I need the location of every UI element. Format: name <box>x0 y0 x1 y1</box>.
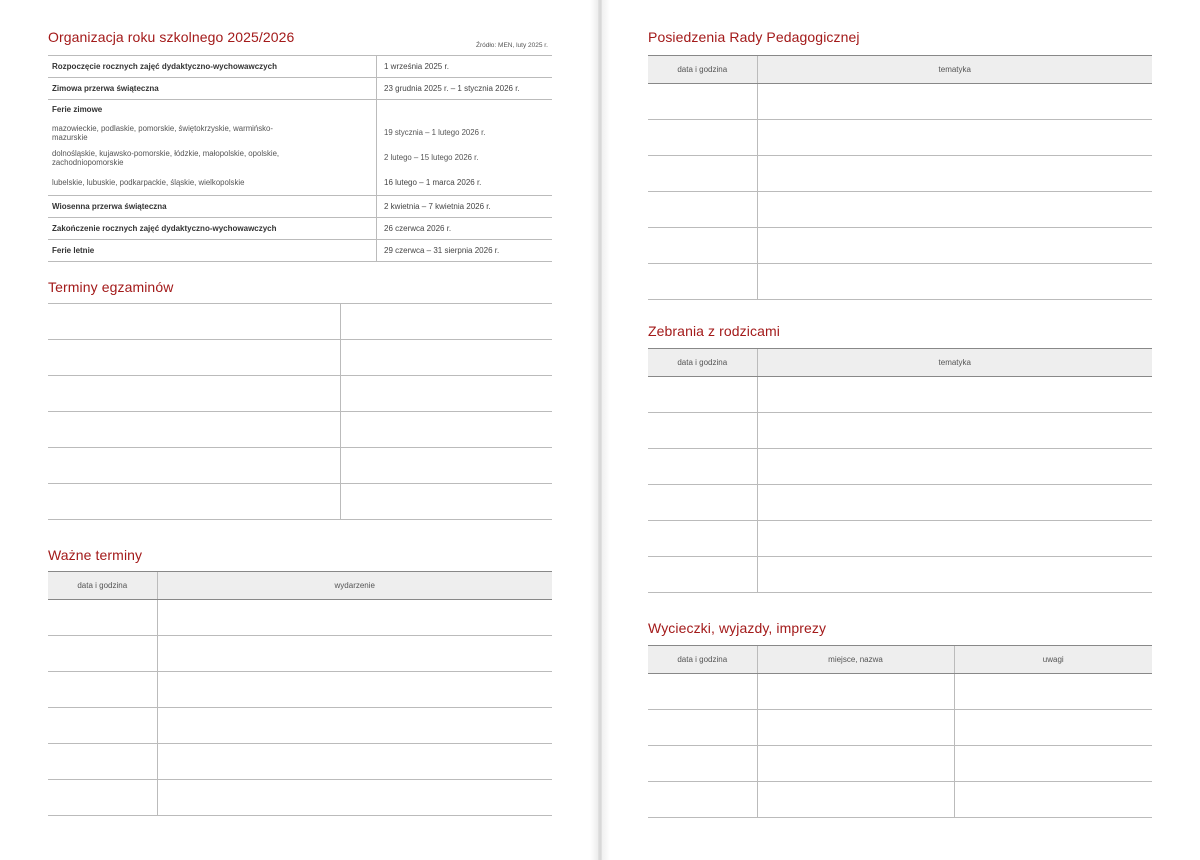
table-cell[interactable] <box>757 746 954 782</box>
row-label: lubelskie, lubuskie, podkarpackie, śląskie, wielkopolskie <box>48 170 377 196</box>
section-title-rada: Posiedzenia Rady Pedagogicznej <box>648 29 860 45</box>
table-row <box>648 485 1152 521</box>
table-cell[interactable] <box>757 557 1152 593</box>
table-row <box>48 376 552 412</box>
table-row <box>48 600 552 636</box>
table-row <box>48 672 552 708</box>
table-cell[interactable] <box>648 413 757 449</box>
table-row <box>48 304 552 340</box>
row-label: Wiosenna przerwa świąteczna <box>48 196 377 218</box>
table-row <box>48 448 552 484</box>
table-cell[interactable] <box>648 377 757 413</box>
table-cell[interactable] <box>340 448 552 484</box>
col-header-date: data i godzina <box>648 349 757 377</box>
table-cell[interactable] <box>48 780 157 816</box>
table-row <box>648 120 1152 156</box>
row-value: 2 lutego – 15 lutego 2026 r. <box>377 146 553 170</box>
table-row <box>648 521 1152 557</box>
table-cell[interactable] <box>648 449 757 485</box>
table-cell[interactable] <box>648 746 757 782</box>
table-cell[interactable] <box>648 156 757 192</box>
col-header-date: data i godzina <box>648 646 757 674</box>
table-cell[interactable] <box>340 484 552 520</box>
table-cell[interactable] <box>648 264 757 300</box>
row-label: Rozpoczęcie rocznych zajęć dydaktyczno-wychowawczych <box>48 56 377 78</box>
row-label: mazowieckie, podlaskie, pomorskie, świętokrzyskie, warmińsko-mazurskie <box>52 123 273 142</box>
school-year-table <box>48 55 552 262</box>
table-row <box>48 218 552 240</box>
table-cell[interactable] <box>648 84 757 120</box>
table-cell[interactable] <box>757 156 1152 192</box>
table-cell[interactable] <box>157 708 552 744</box>
row-label: Ferie letnie <box>48 240 377 262</box>
table-cell[interactable] <box>757 228 1152 264</box>
table-row <box>648 449 1152 485</box>
table-cell[interactable] <box>48 484 340 520</box>
col-header-topic: tematyka <box>757 56 1152 84</box>
table-row <box>648 264 1152 300</box>
table-row <box>648 377 1152 413</box>
table-cell[interactable] <box>648 120 757 156</box>
table-cell[interactable] <box>648 782 757 818</box>
table-row <box>48 146 552 170</box>
spine-shadow <box>590 0 610 860</box>
table-row <box>48 56 552 78</box>
table-cell[interactable] <box>648 521 757 557</box>
parent-meetings-table <box>648 348 1152 593</box>
table-row <box>648 413 1152 449</box>
table-cell[interactable] <box>757 674 954 710</box>
table-cell[interactable] <box>48 340 340 376</box>
table-header <box>48 572 552 600</box>
section-title-wazne: Ważne terminy <box>48 547 143 563</box>
table-row <box>48 240 552 262</box>
council-meetings-table <box>648 55 1152 300</box>
table-cell[interactable] <box>954 746 1152 782</box>
table-row <box>648 557 1152 593</box>
table-row <box>48 780 552 816</box>
table-cell[interactable] <box>48 376 340 412</box>
table-row <box>648 84 1152 120</box>
col-header-notes: uwagi <box>954 646 1152 674</box>
table-cell[interactable] <box>954 782 1152 818</box>
section-title-wycieczki: Wycieczki, wyjazdy, imprezy <box>648 620 827 636</box>
table-row <box>48 78 552 100</box>
table-cell[interactable] <box>157 636 552 672</box>
col-header-event: wydarzenie <box>157 572 552 600</box>
col-header-place: miejsce, nazwa <box>757 646 954 674</box>
important-dates-table <box>48 571 552 816</box>
table-row <box>648 710 1152 746</box>
table-row <box>48 100 552 120</box>
table-row <box>648 228 1152 264</box>
row-value: 23 grudnia 2025 r. – 1 stycznia 2026 r. <box>377 78 553 100</box>
table-cell[interactable] <box>48 304 340 340</box>
table-row <box>648 674 1152 710</box>
col-header-date: data i godzina <box>48 572 157 600</box>
table-cell[interactable] <box>157 744 552 780</box>
row-value <box>377 100 553 120</box>
row-value: 29 czerwca – 31 sierpnia 2026 r. <box>377 240 553 262</box>
row-value: 1 września 2025 r. <box>377 56 553 78</box>
table-row <box>648 192 1152 228</box>
table-row <box>48 340 552 376</box>
table-row <box>648 156 1152 192</box>
col-header-date: data i godzina <box>648 56 757 84</box>
table-header <box>648 56 1152 84</box>
table-cell[interactable] <box>648 485 757 521</box>
table-cell[interactable] <box>954 710 1152 746</box>
table-cell[interactable] <box>757 120 1152 156</box>
table-row <box>48 196 552 218</box>
table-row <box>48 412 552 448</box>
table-cell[interactable] <box>340 412 552 448</box>
table-row <box>48 484 552 520</box>
table-cell[interactable] <box>48 600 157 636</box>
table-cell[interactable] <box>757 449 1152 485</box>
row-label: Zimowa przerwa świąteczna <box>48 78 377 100</box>
table-cell[interactable] <box>340 376 552 412</box>
section-title-egzaminy: Terminy egzaminów <box>48 279 174 295</box>
table-row <box>648 746 1152 782</box>
table-cell[interactable] <box>48 412 340 448</box>
table-cell[interactable] <box>757 485 1152 521</box>
table-cell[interactable] <box>157 672 552 708</box>
table-cell[interactable] <box>648 710 757 746</box>
table-cell[interactable] <box>757 84 1152 120</box>
table-header <box>648 646 1152 674</box>
table-cell[interactable] <box>340 304 552 340</box>
source-note: Źródło: MEN, luty 2025 r. <box>476 42 548 49</box>
row-label: dolnośląskie, kujawsko-pomorskie, łódzkie, małopolskie, opolskie, zachodniopomorskie <box>52 148 280 167</box>
section-title-zebrania: Zebrania z rodzicami <box>648 323 780 339</box>
table-cell[interactable] <box>757 521 1152 557</box>
exams-table <box>48 303 552 520</box>
table-row <box>48 708 552 744</box>
table-cell[interactable] <box>48 636 157 672</box>
table-cell[interactable] <box>757 192 1152 228</box>
table-cell[interactable] <box>48 672 157 708</box>
row-label: Zakończenie rocznych zajęć dydaktyczno-wychowawczych <box>48 218 377 240</box>
trips-table <box>648 645 1152 818</box>
table-cell[interactable] <box>954 674 1152 710</box>
table-cell[interactable] <box>48 708 157 744</box>
row-value: 16 lutego – 1 marca 2026 r. <box>377 170 553 196</box>
table-row <box>48 636 552 672</box>
row-label: Ferie zimowe <box>52 105 103 115</box>
table-cell[interactable] <box>757 264 1152 300</box>
table-cell[interactable] <box>48 448 340 484</box>
row-value: 19 stycznia – 1 lutego 2026 r. <box>377 120 553 146</box>
table-row <box>48 744 552 780</box>
table-cell[interactable] <box>648 674 757 710</box>
table-header <box>648 349 1152 377</box>
table-cell[interactable] <box>757 710 954 746</box>
table-cell[interactable] <box>157 600 552 636</box>
table-cell[interactable] <box>648 192 757 228</box>
table-cell[interactable] <box>648 228 757 264</box>
table-row <box>48 120 552 146</box>
table-cell[interactable] <box>340 340 552 376</box>
row-value: 26 czerwca 2026 r. <box>377 218 553 240</box>
section-title-organizacja: Organizacja roku szkolnego 2025/2026 <box>48 29 295 45</box>
table-cell[interactable] <box>757 413 1152 449</box>
table-cell[interactable] <box>757 377 1152 413</box>
table-row <box>648 782 1152 818</box>
col-header-topic: tematyka <box>757 349 1152 377</box>
table-cell[interactable] <box>157 780 552 816</box>
table-row <box>48 170 552 196</box>
table-cell[interactable] <box>648 557 757 593</box>
table-cell[interactable] <box>757 782 954 818</box>
row-value: 2 kwietnia – 7 kwietnia 2026 r. <box>377 196 553 218</box>
table-cell[interactable] <box>48 744 157 780</box>
